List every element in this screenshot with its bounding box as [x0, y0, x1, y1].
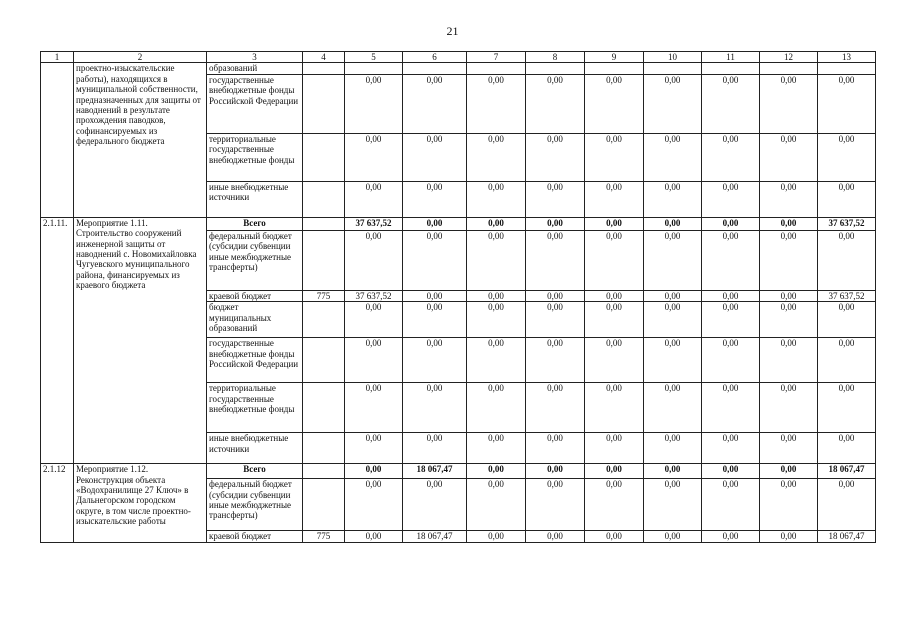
amount-cell	[345, 63, 403, 74]
column-header: 11	[702, 52, 760, 63]
amount-cell: 0,00	[702, 531, 760, 543]
amount-cell: 0,00	[644, 383, 702, 433]
budget-code	[303, 74, 345, 133]
amount-cell: 0,00	[818, 433, 876, 464]
column-header: 5	[345, 52, 403, 63]
amount-cell: 37 637,52	[818, 290, 876, 301]
amount-cell: 0,00	[818, 383, 876, 433]
amount-cell: 0,00	[467, 464, 526, 479]
amount-cell: 0,00	[644, 181, 702, 217]
amount-cell	[760, 63, 818, 74]
amount-cell: 18 067,47	[818, 531, 876, 543]
budget-code	[303, 230, 345, 290]
amount-cell: 0,00	[585, 74, 644, 133]
amount-cell: 0,00	[644, 464, 702, 479]
amount-cell: 18 067,47	[403, 531, 467, 543]
amount-cell: 0,00	[702, 230, 760, 290]
amount-cell: 0,00	[585, 338, 644, 383]
amount-cell: 0,00	[702, 479, 760, 531]
amount-cell: 0,00	[467, 338, 526, 383]
funding-source: государственные внебюджетные фонды Российской Федерации	[207, 338, 303, 383]
amount-cell: 37 637,52	[345, 217, 403, 230]
column-header: 1	[41, 52, 74, 63]
amount-cell: 0,00	[760, 464, 818, 479]
amount-cell: 0,00	[467, 383, 526, 433]
amount-cell: 0,00	[818, 74, 876, 133]
amount-cell: 0,00	[644, 133, 702, 181]
column-header: 4	[303, 52, 345, 63]
amount-cell: 0,00	[403, 230, 467, 290]
amount-cell: 0,00	[818, 479, 876, 531]
amount-cell	[403, 63, 467, 74]
amount-cell: 0,00	[818, 133, 876, 181]
funding-source: краевой бюджет	[207, 531, 303, 543]
amount-cell	[644, 63, 702, 74]
amount-cell: 0,00	[467, 433, 526, 464]
row-code: 2.1.11.	[41, 217, 74, 463]
amount-cell	[467, 63, 526, 74]
amount-cell: 0,00	[526, 464, 585, 479]
amount-cell: 0,00	[585, 181, 644, 217]
amount-cell: 0,00	[345, 479, 403, 531]
funding-source: территориальные государственные внебюджетные фонды	[207, 383, 303, 433]
amount-cell: 0,00	[403, 290, 467, 301]
amount-cell	[585, 63, 644, 74]
amount-cell: 0,00	[702, 302, 760, 338]
budget-code: 775	[303, 290, 345, 301]
amount-cell: 0,00	[760, 74, 818, 133]
amount-cell: 0,00	[760, 181, 818, 217]
funding-source: федеральный бюджет (субсидии субвенции иные межбюджетные трансферты)	[207, 230, 303, 290]
column-header: 10	[644, 52, 702, 63]
amount-cell	[818, 63, 876, 74]
amount-cell: 0,00	[526, 133, 585, 181]
amount-cell: 0,00	[526, 230, 585, 290]
amount-cell: 0,00	[760, 531, 818, 543]
budget-code	[303, 464, 345, 479]
amount-cell: 0,00	[702, 74, 760, 133]
funding-source: Всего	[207, 464, 303, 479]
budget-code	[303, 338, 345, 383]
budget-code	[303, 302, 345, 338]
amount-cell: 0,00	[403, 74, 467, 133]
amount-cell: 0,00	[345, 181, 403, 217]
amount-cell: 0,00	[403, 302, 467, 338]
amount-cell: 0,00	[345, 302, 403, 338]
amount-cell: 0,00	[345, 464, 403, 479]
budget-code	[303, 133, 345, 181]
amount-cell: 0,00	[526, 302, 585, 338]
column-header: 3	[207, 52, 303, 63]
amount-cell: 0,00	[403, 133, 467, 181]
column-header: 8	[526, 52, 585, 63]
budget-table	[40, 51, 876, 543]
table-row	[41, 217, 876, 230]
amount-cell: 0,00	[403, 338, 467, 383]
amount-cell: 0,00	[644, 230, 702, 290]
amount-cell: 0,00	[644, 479, 702, 531]
page-number: 21	[446, 24, 459, 38]
budget-code	[303, 181, 345, 217]
amount-cell: 0,00	[585, 217, 644, 230]
amount-cell: 0,00	[702, 290, 760, 301]
amount-cell: 0,00	[403, 383, 467, 433]
funding-source: территориальные государственные внебюджетные фонды	[207, 133, 303, 181]
amount-cell: 0,00	[585, 433, 644, 464]
amount-cell: 0,00	[467, 290, 526, 301]
amount-cell: 0,00	[585, 290, 644, 301]
column-header: 12	[760, 52, 818, 63]
amount-cell: 0,00	[403, 479, 467, 531]
funding-source: Всего	[207, 217, 303, 230]
amount-cell: 0,00	[760, 133, 818, 181]
amount-cell: 0,00	[403, 217, 467, 230]
header-row	[41, 52, 876, 63]
amount-cell: 0,00	[818, 181, 876, 217]
budget-code	[303, 383, 345, 433]
amount-cell: 0,00	[760, 433, 818, 464]
budget-code	[303, 63, 345, 74]
amount-cell: 0,00	[585, 230, 644, 290]
amount-cell: 0,00	[526, 479, 585, 531]
amount-cell: 0,00	[702, 464, 760, 479]
amount-cell: 37 637,52	[818, 217, 876, 230]
amount-cell: 0,00	[585, 479, 644, 531]
amount-cell: 0,00	[760, 479, 818, 531]
amount-cell: 0,00	[585, 464, 644, 479]
amount-cell: 0,00	[644, 302, 702, 338]
amount-cell: 0,00	[702, 217, 760, 230]
measure-description: проектно-изыскательские работы), находящихся в муниципальной собственности, предназначенных для защиты от наводнений в результате прохождения паводков, софинансируемых из федерального бюджета	[74, 63, 207, 217]
measure-description: Мероприятие 1.12. Реконструкция объекта «Водохранилище 27 Ключ» в Дальнегорском городском округе, в том числе проектно-изыскательские работы	[74, 464, 207, 543]
amount-cell: 0,00	[760, 230, 818, 290]
amount-cell: 0,00	[644, 74, 702, 133]
amount-cell: 0,00	[403, 181, 467, 217]
amount-cell: 0,00	[644, 217, 702, 230]
row-code	[41, 63, 74, 217]
funding-source: краевой бюджет	[207, 290, 303, 301]
amount-cell: 0,00	[345, 433, 403, 464]
budget-code: 775	[303, 531, 345, 543]
amount-cell: 0,00	[345, 74, 403, 133]
funding-source: бюджет муниципальных образований	[207, 302, 303, 338]
row-code: 2.1.12	[41, 464, 74, 543]
amount-cell: 0,00	[526, 74, 585, 133]
amount-cell: 0,00	[644, 338, 702, 383]
amount-cell: 0,00	[526, 433, 585, 464]
amount-cell: 0,00	[818, 302, 876, 338]
amount-cell: 0,00	[702, 383, 760, 433]
column-header: 6	[403, 52, 467, 63]
amount-cell: 0,00	[818, 230, 876, 290]
amount-cell: 0,00	[526, 531, 585, 543]
amount-cell: 0,00	[760, 290, 818, 301]
funding-source: государственные внебюджетные фонды Российской Федерации	[207, 74, 303, 133]
column-header: 7	[467, 52, 526, 63]
amount-cell: 0,00	[526, 290, 585, 301]
amount-cell: 0,00	[818, 338, 876, 383]
amount-cell: 0,00	[585, 302, 644, 338]
funding-source: иные внебюджетные источники	[207, 181, 303, 217]
amount-cell: 0,00	[345, 338, 403, 383]
amount-cell: 0,00	[585, 383, 644, 433]
amount-cell: 18 067,47	[403, 464, 467, 479]
amount-cell: 37 637,52	[345, 290, 403, 301]
column-header: 2	[74, 52, 207, 63]
amount-cell: 0,00	[467, 531, 526, 543]
amount-cell: 0,00	[526, 217, 585, 230]
amount-cell: 0,00	[345, 230, 403, 290]
amount-cell: 18 067,47	[818, 464, 876, 479]
amount-cell: 0,00	[526, 383, 585, 433]
amount-cell: 0,00	[467, 230, 526, 290]
column-header: 13	[818, 52, 876, 63]
budget-code	[303, 433, 345, 464]
table-row	[41, 464, 876, 479]
amount-cell: 0,00	[702, 433, 760, 464]
budget-code	[303, 479, 345, 531]
amount-cell	[526, 63, 585, 74]
amount-cell: 0,00	[467, 217, 526, 230]
funding-source: иные внебюджетные источники	[207, 433, 303, 464]
amount-cell: 0,00	[702, 338, 760, 383]
table-body	[41, 52, 876, 543]
measure-description: Мероприятие 1.11. Строительство сооружений инженерной защиты от наводнений с. Новомихайловка Чугуевского муниципального района, финансируемых из краевого бюджета	[74, 217, 207, 463]
amount-cell: 0,00	[467, 479, 526, 531]
funding-source: федеральный бюджет (субсидии субвенции иные межбюджетные трансферты)	[207, 479, 303, 531]
amount-cell: 0,00	[644, 290, 702, 301]
amount-cell: 0,00	[585, 531, 644, 543]
amount-cell: 0,00	[702, 181, 760, 217]
amount-cell: 0,00	[403, 433, 467, 464]
amount-cell: 0,00	[760, 383, 818, 433]
amount-cell: 0,00	[345, 383, 403, 433]
table-row	[41, 63, 876, 74]
amount-cell: 0,00	[760, 302, 818, 338]
amount-cell	[702, 63, 760, 74]
amount-cell: 0,00	[526, 338, 585, 383]
amount-cell: 0,00	[467, 302, 526, 338]
budget-code	[303, 217, 345, 230]
column-header: 9	[585, 52, 644, 63]
amount-cell: 0,00	[702, 133, 760, 181]
amount-cell: 0,00	[644, 433, 702, 464]
amount-cell: 0,00	[467, 74, 526, 133]
amount-cell: 0,00	[467, 133, 526, 181]
amount-cell: 0,00	[760, 338, 818, 383]
amount-cell: 0,00	[585, 133, 644, 181]
funding-source: образований	[207, 63, 303, 74]
amount-cell: 0,00	[760, 217, 818, 230]
amount-cell: 0,00	[526, 181, 585, 217]
amount-cell: 0,00	[345, 531, 403, 543]
amount-cell: 0,00	[345, 133, 403, 181]
amount-cell: 0,00	[644, 531, 702, 543]
amount-cell: 0,00	[467, 181, 526, 217]
